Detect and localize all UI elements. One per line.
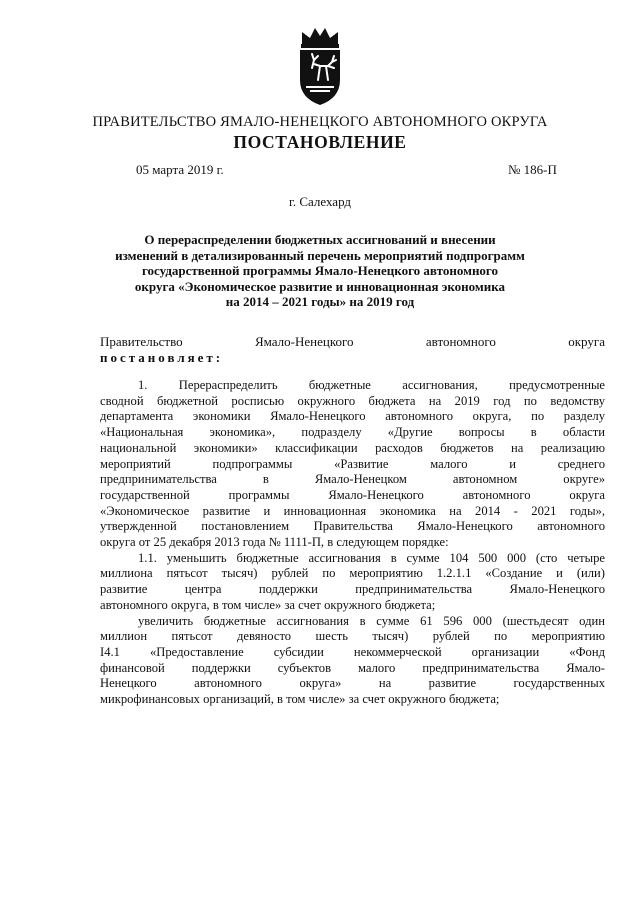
text-line: сводной бюджетной росписью окружного бюджета на 2019 год по ведомству — [100, 393, 605, 408]
text-line: мероприятий подпрограммы «Развитие малого и среднего — [100, 456, 605, 471]
document-type: ПОСТАНОВЛЕНИЕ — [233, 132, 407, 152]
text-line: «Национальная экономика», подразделу «Другие вопросы в области — [100, 425, 605, 440]
text-line: национальной экономики» классификации расходов бюджетов на реализацию — [100, 440, 605, 455]
document-number: № 186-П — [508, 162, 557, 177]
text-line: 1. Перераспределить бюджетные ассигнования, предусмотренные — [138, 378, 605, 392]
text-line: округа от 25 декабря 2013 года № 1111-П, в следующем порядке: — [100, 535, 449, 550]
text-line: увеличить бюджетные ассигнования в сумме 61 596 000 (шестьдесят один — [138, 613, 605, 628]
document-date: 05 марта 2019 г. — [136, 162, 224, 177]
text-line: государственной программы Ямало-Ненецкого автономного округа — [100, 487, 605, 502]
text-line: I4.1 «Предоставление субсидии некоммерческой организации «Фонд — [100, 644, 605, 659]
text-line: финансовой поддержки субъектов малого предпринимательства Ямало- — [100, 660, 605, 675]
title-line: государственной программы Ямало-Ненецкого автономного — [141, 263, 499, 278]
text-line: предпринимательства в Ямало-Ненецком автономном округе» — [100, 472, 605, 487]
text-line: миллиона пятьсот тысяч) рублей по мероприятию 1.2.1.1 «Создание и (или) — [100, 566, 605, 581]
document-title — [90, 232, 550, 310]
text-line: микрофинансовых организаций, в том числе» за счет окружного бюджета; — [100, 692, 500, 707]
text-line: 1.1. уменьшить бюджетные ассигнования в сумме 104 500 000 (сто четыре — [138, 550, 605, 565]
body-text — [100, 378, 605, 708]
text-line: Ненецкого автономного округа» на развитие государственных — [100, 676, 605, 691]
text-line: «Экономическое развитие и инновационная экономика на 2014 - 2021 годы», — [100, 503, 605, 518]
preamble-word: автономного — [425, 334, 496, 349]
title-line: О перераспределении бюджетных ассигнований и внесении — [144, 232, 496, 247]
preamble-word: Ямало-Ненецкого — [254, 334, 354, 349]
preamble — [100, 334, 605, 366]
text-line: автономного округа, в том числе» за счет окружного бюджета; — [100, 597, 436, 612]
text-line: утвержденной постановлением Правительства Ямало-Ненецкого автономного — [100, 519, 605, 534]
coat-of-arms-icon — [292, 24, 348, 108]
organization-title: ПРАВИТЕЛЬСТВО ЯМАЛО-НЕНЕЦКОГО АВТОНОМНОГО ОКРУГА — [92, 114, 548, 130]
decree-word: постановляет: — [100, 350, 224, 365]
document-city: г. Салехард — [288, 194, 352, 209]
text-line: департамента экономики Ямало-Ненецкого автономного округа, по разделу — [100, 409, 605, 424]
preamble-word: Правительство — [100, 334, 183, 349]
title-line: изменений в детализированный перечень мероприятий подпрограмм — [115, 247, 525, 263]
preamble-word: округа — [568, 334, 605, 349]
title-line: на 2014 – 2021 годы» на 2019 год — [225, 294, 415, 309]
text-line: развитие центра поддержки предпринимательства Ямало-Ненецкого — [100, 582, 605, 597]
text-line: миллион пятьсот девяносто шесть тысяч) рублей по мероприятию — [100, 629, 605, 644]
title-line: округа «Экономическое развитие и инновационная экономика — [134, 278, 506, 294]
